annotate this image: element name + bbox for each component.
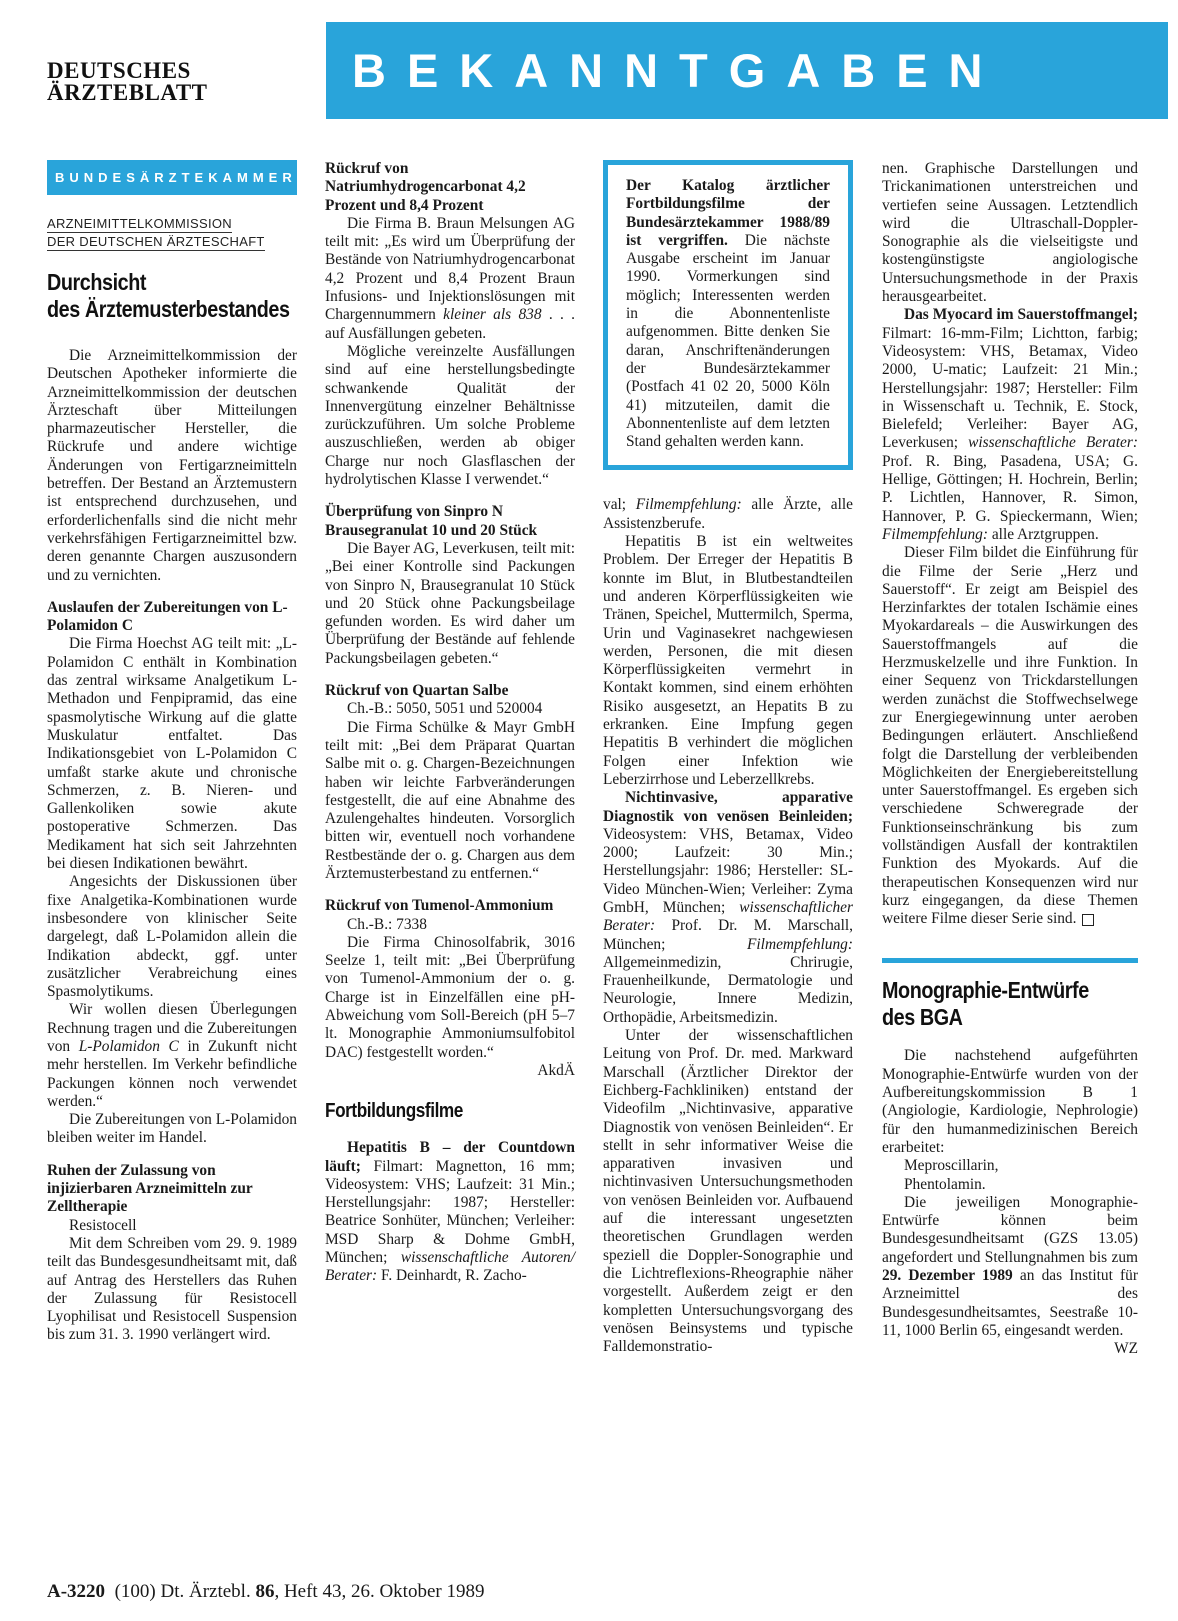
paragraph [325, 215, 575, 343]
paragraph: Unter der wissenschaftlichen Leitung von Prof. Dr. med. Markward Marschall (Ärztlicher Direktor der Eichberg-Fachkliniken) entstand der Videofilm „Nichtinvasive, apparative Diagnostik von venösen Beinleiden“. Er stellt in sehr informativer Weise die apparativen invasiven und nichtinvasiven Untersuchungsmethoden von venösen Beinleiden vor. Aufbauend auf die interessant ungesetzten theoretischen Grundlagen werden speziell die Doppler-Sonographie und die Lichtreflexions-Rheographie näher vorgestellt. Außerdem zeigt er den kompletten Untersuchungsvorgang des venösen Beinsystems und typische Falldemonstratio- [603, 1027, 853, 1356]
list-item: Phentolamin. [904, 1175, 986, 1193]
notice-text [626, 177, 830, 451]
subheading-sinpro: Überprüfung von Sinpro N Brausegranulat 10 und 20 Stück [325, 503, 538, 539]
signature: AkdÄ [537, 1061, 575, 1079]
paragraph: nen. Graphische Darstellungen und Trickanimationen unterstreichen und vertiefen seine Aussagen. Letztendlich wird die Ultraschall-Doppler-Sonographie als die vielseitigste und kostengünstigste angiologische Untersuchungsmethode in der Praxis herausgearbeitet. [882, 160, 1138, 306]
paragraph: Mit dem Schreiben vom 29. 9. 1989 teilt das Bundesgesundheitsamt mit, daß auf Antrag des Herstellers das Ruhen der Zulassung für Resistocell Lyophilisat und Resistocell Suspension bis zum 31. 3. 1990 verlängert wird. [47, 1234, 297, 1344]
text: Dieser Film bildet die Einführung für die Filme der Serie „Herz und Sauerstoff“. Er zeigt am Beispiel des Herzinfarktes der totalen Ischämie eines Myokardareals – die Auswirkungen des Sauerstoffmangels auf die Herzmuskelzelle und ihre Funktion. In einer Sequenz von Trickdarstellungen werden zunächst die Stoffwechselwege zur Energiegewinnung unter aeroben Bedingungen erläutert. Anschließend folgt die Darstellung der verbleibenden Möglichkeiten der Energiebereitstellung unter Sauerstoffmangel. Es ergeben sich verschiedene Schweregrade der Funktionseinschränkung bis zum vollständigen Ausfall der kontraktilen Funktion des Myokards. Auf die therapeutischen Konsequenzen wird nur kurz eingegangen, da diese Themen weitere Filme dieser Serie sind. [882, 544, 1138, 928]
signature: WZ [1114, 1340, 1138, 1358]
paragraph [603, 496, 853, 533]
text: an das Institut für Arzneimittel des Bundesgesundheitsamtes, Seestraße 10-11, 1000 Berlin 65, eingesandt werden. [882, 1267, 1138, 1339]
kicker-line-2: DER DEUTSCHEN ÄRZTESCHAFT [47, 234, 265, 249]
masthead-line-1: DEUTSCHES [47, 58, 191, 83]
page-number: A-3220 [47, 1581, 106, 1602]
emphasis: wissenschaftlicher Berater: [603, 898, 853, 935]
text: Die jeweiligen Monographie-Entwürfe können beim Bundesgesundheitsamt (GZS 13.05) angefordert und Stellungnahmen bis zum [882, 1193, 1138, 1266]
headline-line-2: des BGA [882, 1004, 963, 1031]
text: F. Deinhardt, R. Zacho- [377, 1267, 527, 1285]
text: . . . auf Ausfällungen gebeten. [325, 306, 575, 342]
monograph-headline [882, 977, 1131, 1031]
footer-issue: , Heft 43, 26. Oktober 1989 [274, 1581, 485, 1602]
column-2 [325, 160, 575, 1286]
kicker [47, 215, 297, 251]
emphasis: wissenschaftliche Autoren/ Berater: [325, 1249, 575, 1285]
film-entry [603, 789, 853, 1027]
masthead-line-2: ÄRZTEBLATT [47, 80, 208, 105]
text: Videosystem: VHS, Betamax, Video 2000; Laufzeit: 30 Min.; Herstellungsjahr: 1986; Hersteller: SL-Video München-Wien; Verleiher: Zyma GmbH, München; [603, 825, 853, 916]
headline-line-1: Monographie-Entwürfe [882, 977, 1089, 1004]
paragraph [882, 1194, 1138, 1340]
paragraph: Mögliche vereinzelte Ausfällungen sind auf eine herstellungsbedingte schwankende Qualität der Innenvergütung einzelner Behältnisse zurückzuführen. Um solche Probleme auszuschließen, werden ab obiger Charge nur noch Glasflaschen der hydrolytischen Klasse I verwendet.“ [325, 342, 575, 489]
article-headline [47, 269, 296, 323]
headline-line-1: Durchsicht [47, 269, 147, 295]
emphasis: L-Polamidon C [78, 1037, 179, 1055]
text: Die Firma B. Braun Melsungen AG teilt mit: „Es wird um Überprüfung der Bestände von Natriumhydrogencarbonat 4,2 Prozent und 8,4 Prozent Braun Infusions- und Injektionslösungen mit Chargennummern [325, 214, 575, 324]
text: Filmart: Magnetton, 16 mm; Videosystem: VHS; Laufzeit: 31 Min.; Herstellungsjahr: 1987; Hersteller: Beatrice Sonhüter, München; Verleiher: MSD Sharp & Dohme GmbH, München; [325, 1157, 575, 1267]
column-3 [603, 160, 853, 1356]
column-1 [47, 160, 297, 1345]
emphasis: Filmempfehlung: [882, 525, 988, 543]
section-banner: BEKANNTGABEN [326, 22, 1168, 119]
list-item: Meproscillarin, [904, 1157, 999, 1175]
page-footer [47, 1581, 484, 1603]
footer-volume: 86 [255, 1581, 275, 1602]
emphasis: Filmempfehlung: [635, 496, 742, 514]
film-title: Hepatitis B – der Countdown läuft; [325, 1139, 575, 1175]
subheading-natrium: Rückruf von Natriumhydrogencarbonat 4,2 Prozent und 8,4 Prozent [325, 160, 526, 214]
section-divider [882, 958, 1138, 963]
paragraph: Die Firma Hoechst AG teilt mit: „L-Polamidon C enthält in Kombination das zentral wirksame Analgetikum L-Methadon und Fenpipramid, das eine spasmolytische Wirkung auf die glatte Muskulatur entfaltet. Das Indikationsgebiet von L-Polamidon C umfaßt starke akute und chronische Schmerzen, z. B. Nieren- und Gallenkoliken sowie akute postoperative Schmerzen. Das Medikament hat sich seit Jahrzehnten bei diesen Indikationen bewährt. [47, 635, 297, 873]
product-name: Resistocell [69, 1216, 137, 1234]
text: in Zukunft nicht mehr herstellen. Im Verkehr befindliche Packungen können noch verwendet werden.“ [47, 1037, 298, 1110]
section-label: BUNDESÄRZTEKAMMER [47, 160, 297, 195]
footer-source: (100) Dt. Ärztebl. [114, 1581, 251, 1602]
notice-bold: Der Katalog ärztlicher Fortbildungsfilme der Bundesärztekammer 1988/89 ist vergriffen. [626, 177, 830, 249]
paragraph: Angesichts der Diskussionen über fixe Analgetika-Kombinationen wurde insbesondere von klinischer Seite dargelegt, daß L-Polamidon allein die Indikation abdeckt, ggf. unter zusätzlicher Verabreichung eines Spasmolytikums. [47, 873, 297, 1001]
paragraph: Die Firma Chinosolfabrik, 3016 Seelze 1, teilt mit: „Bei Überprüfung von Tumenol-Ammonium der o. g. Charge ist in Einzelfällen eine pH-Abweichung vom Soll-Bereich (pH 5–7 lt. Monographie Ammoniumsulfobitol DAC) festgestellt worden.“ [325, 933, 575, 1061]
film-title: Nichtinvasive, apparative Diagnostik von venösen Beinleiden; [603, 789, 853, 825]
kicker-line-1: ARZNEIMITTELKOMMISSION [47, 216, 233, 231]
column-4 [882, 160, 1138, 1359]
text: val; [603, 496, 636, 514]
subheading-polamidon: Auslaufen der Zubereitungen von L-Polamidon C [47, 598, 288, 635]
emphasis: kleiner als 838 [443, 306, 542, 324]
paragraph: Die Bayer AG, Leverkusen, teilt mit: „Bei einer Kontrolle sind Packungen von Sinpro N, Brausegranulat 10 Stück und 20 Stück ohne Packungsbeilage gefunden worden. Es wird daher um Überprüfung der Bestände auf fehlende Packungsbeilagen gebeten.“ [325, 539, 575, 667]
batch-numbers: Ch.-B.: 7338 [347, 915, 427, 933]
text: Filmart: 16-mm-Film; Lichtton, farbig; Videosystem: VHS, Betamax, Video 2000, U-matic; Laufzeit: 21 Min.; Herstellungsjahr: 1987; Hersteller: Film in Wissenschaft u. Technik, E. Stock, Bielefeld; Verleiher: Bayer AG, Leverkusen; [882, 324, 1138, 452]
text: Die nächste Ausgabe erscheint im Januar 1990. Vormerkungen sind möglich; Interessenten werden in die Abonnentenliste aufgenommen. Bitte denken Sie daran, Anschriftenänderungen der Bundesärztekammer (Postfach 41 02 20, 5000 Köln 41) mitzuteilen, damit die Abonnentenliste auf dem letzten Stand gehalten werden kann. [626, 231, 830, 451]
text: Prof. Dr. M. Marschall, München; [603, 917, 853, 953]
paragraph: Die Zubereitungen von L-Polamidon bleiben weiter im Handel. [47, 1111, 297, 1147]
film-entry [882, 306, 1138, 544]
deadline-date: 29. Dezember 1989 [882, 1267, 1013, 1285]
text: alle Ärzte, alle Assistenzberufe. [603, 496, 853, 532]
text: Prof. R. Bing, Pasadena, USA; G. Hellige, Göttingen; H. Hochrein, Berlin; P. Lichtlen, Hannover, R. Simon, Hannover, P. G. Spieckermann, Wien; [882, 452, 1138, 525]
masthead [47, 60, 208, 104]
film-title: Das Myocard im Sauerstoffmangel; [904, 306, 1138, 324]
film-entry [325, 1139, 575, 1285]
end-of-article-icon [1082, 914, 1094, 926]
paragraph: Die Firma Schülke & Mayr GmbH teilt mit: „Bei dem Präparat Quartan Salbe mit o. g. Chargen-Bezeichnungen haben wir leichte Farbveränderungen festgestellt, die auf eine Abnahme des Azulengehaltes hindeuten. Vorsorglich bitten wir, eventuell noch vorhandene Restbestände der o. g. Chargen aus dem Ärztemusterbestand zu entfernen.“ [325, 718, 575, 882]
intro-paragraph: Die Arzneimittelkommission der Deutschen Apotheker informierte die Arzneimittelkommission der deutschen Ärzteschaft über Mitteilungen pharmazeutischer Hersteller, die Rückrufe und andere wichtige Änderungen von Fertigarzneimitteln betreffen. Der Bestand an Ärztemustern ist entsprechend durchzusehen, und erforderlichenfalls sind die nicht mehr verkehrsfähigen Fertigarzneimittel bzw. deren genannte Chargen auszusondern und zu vernichten. [47, 347, 297, 584]
text: Allgemeinmedizin, Chrirugie, Frauenheilkunde, Dermatologie und Neurologie, Innere Medizin, Orthopädie, Arbeitsmedizin. [603, 953, 853, 1026]
emphasis: Filmempfehlung: [747, 935, 853, 953]
paragraph [47, 1001, 297, 1111]
subheading-tumenol: Rückruf von Tumenol-Ammonium [325, 897, 554, 915]
section-heading-films: Fortbildungsfilme [325, 1100, 463, 1123]
text: alle Arztgruppen. [988, 525, 1099, 543]
batch-numbers: Ch.-B.: 5050, 5051 und 520004 [347, 700, 543, 718]
subheading-zelltherapie: Ruhen der Zulassung von injizierbaren Arzneimitteln zur Zelltherapie [47, 1161, 253, 1216]
emphasis: wissenschaftliche Berater: [968, 434, 1138, 452]
headline-line-2: des Ärztemusterbestandes [47, 296, 290, 322]
paragraph: Hepatitis B ist ein weltweites Problem. Der Erreger der Hepatitis B konnte im Blut, in Blutbestandteilen und anderen Körperflüssigkeiten wie Tränen, Speichel, Muttermilch, Sperma, Urin und Vaginasekret nachgewiesen werden, Personen, die mit diesen Körperflüssigkeiten vermehrt in Kontakt kommen, sind einem erhöhten Risiko ausgesetzt, an Hepatits B zu erkranken. Eine Impfung gegen Hepatitis B verhindert die möglichen Folgen einer Infektion wie Leberzirrhose und Leberzellkrebs. [603, 533, 853, 788]
subheading-quartan: Rückruf von Quartan Salbe [325, 682, 509, 700]
paragraph: Die nachstehend aufgeführten Monographie-Entwürfe wurden von der Aufbereitungskommission B 1 (Angiologie, Kardiologie, Nephrologie) für den humanmedizinischen Bereich erarbeitet: [882, 1047, 1138, 1156]
catalog-notice-box [603, 160, 853, 470]
paragraph [882, 544, 1138, 928]
text: Wir wollen diesen Überlegungen Rechnung tragen und die Zubereitungen von [47, 1001, 297, 1055]
